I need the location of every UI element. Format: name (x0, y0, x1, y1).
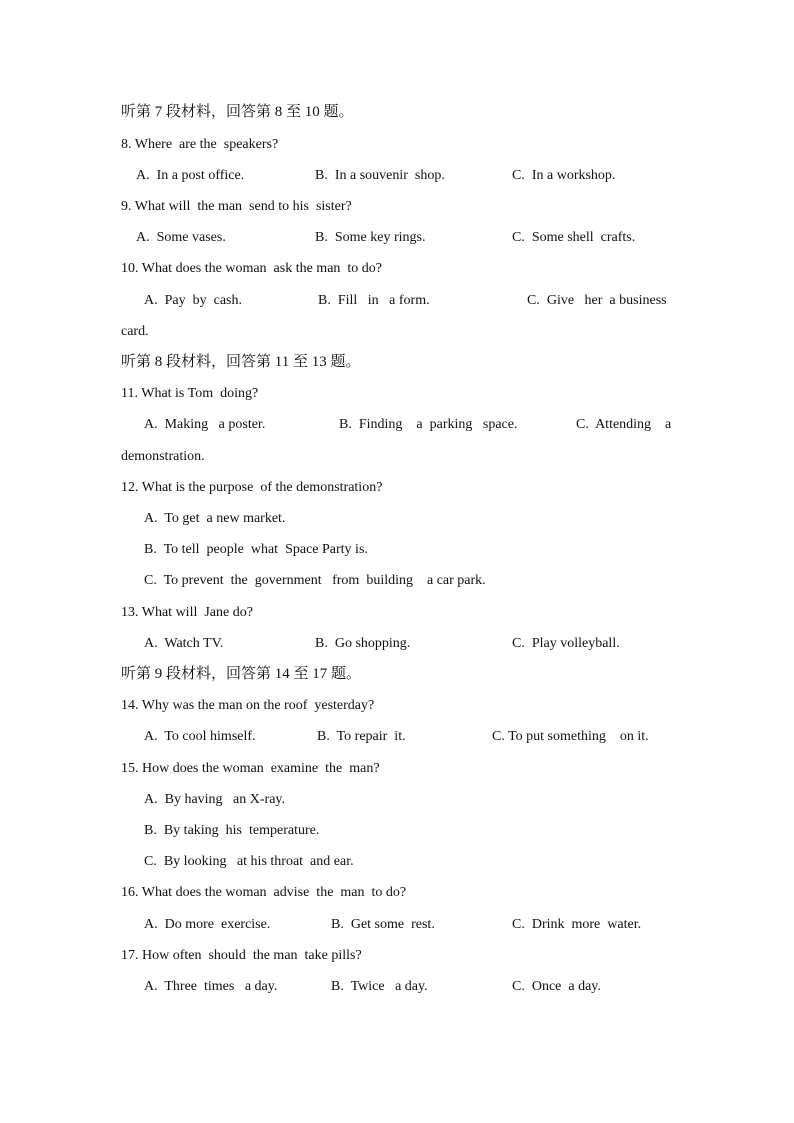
option-b: B. By taking his temperature. (144, 823, 320, 838)
option-b: B. Go shopping. (315, 636, 411, 651)
question-stem: 16. What does the woman advise the man to do? (121, 885, 407, 900)
option-c: C. By looking at his throat and ear. (144, 854, 354, 869)
option-a: A. Do more exercise. (144, 917, 271, 932)
question-stem: 12. What is the purpose of the demonstration? (121, 480, 383, 495)
option-b: B. Fill in a form. (318, 293, 430, 308)
question-stem: 17. How often should the man take pills? (121, 948, 362, 963)
option-c: C. Drink more water. (512, 917, 642, 932)
question-stem: 9. What will the man send to his sister? (121, 199, 352, 214)
question-stem: 13. What will Jane do? (121, 605, 253, 620)
option-a: A. To get a new market. (144, 511, 286, 526)
section-header: 听第 9 段材料，回答第 14 至 17 题。 (121, 666, 362, 682)
section-header: 听第 8 段材料，回答第 11 至 13 题。 (121, 354, 361, 370)
option-b: B. To repair it. (317, 729, 406, 744)
option-a: A. Making a poster. (144, 417, 266, 432)
option-b: B. Some key rings. (315, 230, 426, 245)
option-b: B. In a souvenir shop. (315, 168, 445, 183)
option-a: A. To cool himself. (144, 729, 256, 744)
question-stem: 8. Where are the speakers? (121, 137, 279, 152)
option-c: C. Attending a (576, 417, 672, 432)
option-c: C. Once a day. (512, 979, 601, 994)
question-stem: 11. What is Tom doing? (121, 386, 259, 401)
option-a: A. Watch TV. (144, 636, 224, 651)
option-c: C. Some shell crafts. (512, 230, 636, 245)
option-b: B. To tell people what Space Party is. (144, 542, 368, 557)
option-c: C. Play volleyball. (512, 636, 620, 651)
option-a: A. Some vases. (136, 230, 226, 245)
section-header: 听第 7 段材料，回答第 8 至 10 题。 (121, 104, 354, 120)
option-b: B. Twice a day. (331, 979, 428, 994)
option-c: C. To prevent the government from building a car park. (144, 573, 486, 588)
option-c-continuation: card. (121, 324, 149, 339)
option-a: A. In a post office. (136, 168, 245, 183)
option-a: A. By having an X-ray. (144, 792, 286, 807)
option-c-continuation: demonstration. (121, 449, 205, 464)
question-stem: 15. How does the woman examine the man? (121, 761, 380, 776)
option-b: B. Get some rest. (331, 917, 435, 932)
option-c: C. To put something on it. (492, 729, 649, 744)
question-stem: 14. Why was the man on the roof yesterday? (121, 698, 375, 713)
question-stem: 10. What does the woman ask the man to do? (121, 261, 383, 276)
option-a: A. Three times a day. (144, 979, 278, 994)
option-a: A. Pay by cash. (144, 293, 242, 308)
option-b: B. Finding a parking space. (339, 417, 518, 432)
option-c: C. Give her a business (527, 293, 667, 308)
option-c: C. In a workshop. (512, 168, 616, 183)
